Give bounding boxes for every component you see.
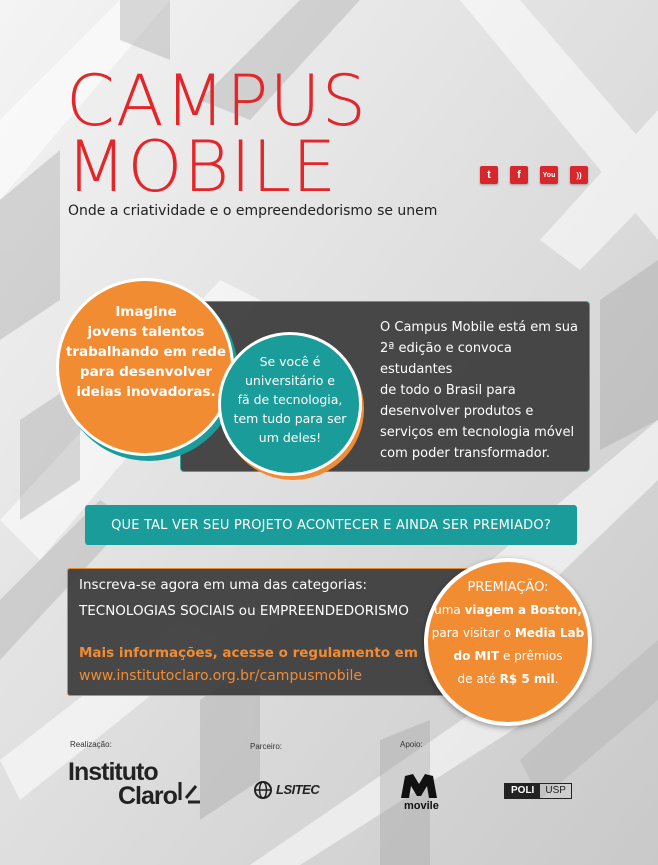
instituto-claro-logo bbox=[68, 760, 177, 808]
circle2-line: Se você é bbox=[259, 354, 321, 369]
usp-text: USP bbox=[545, 785, 566, 796]
circle1-line: para desenvolver bbox=[79, 364, 213, 380]
circle1-text bbox=[60, 302, 232, 402]
prize-highlight: R$ 5 mil bbox=[499, 672, 555, 686]
registration-intro: Inscreva-se agora em uma das categorias: bbox=[79, 577, 367, 593]
intro-line: 2ª edição e convoca estudantes bbox=[380, 341, 512, 377]
prize-text: para visitar o bbox=[431, 626, 515, 640]
tagline: Onde a criatividade e o empreendedorismo se unem bbox=[68, 203, 438, 219]
facebook-icon[interactable]: f bbox=[510, 166, 528, 184]
intro-text bbox=[380, 317, 585, 464]
prize-text: de até bbox=[457, 672, 500, 686]
registration-url[interactable]: www.institutoclaro.org.br/campusmobile bbox=[79, 668, 362, 684]
lsitec-logo: LSITEC bbox=[276, 782, 320, 797]
circle1-line: jovens talentos bbox=[87, 324, 205, 340]
circle1-line: Imagine bbox=[115, 304, 177, 320]
prize-title: PREMIAÇÃO: bbox=[467, 580, 549, 595]
prize-line-1 bbox=[424, 603, 592, 617]
claro-text: Claro bbox=[118, 782, 177, 810]
twitter-icon[interactable]: t bbox=[480, 166, 498, 184]
prize-highlight: do MIT bbox=[453, 649, 500, 663]
movile-m-icon bbox=[399, 770, 439, 800]
poli-usp-logo bbox=[504, 783, 572, 799]
prize-line-4 bbox=[424, 672, 592, 686]
label-apoio: Apoio: bbox=[400, 740, 423, 749]
movile-logo: movile bbox=[404, 800, 439, 812]
intro-line: O Campus Mobile está em sua bbox=[380, 320, 578, 335]
registration-categories: TECNOLOGIAS SOCIAIS ou EMPREENDEDORISMO bbox=[79, 603, 409, 619]
intro-line: serviços em tecnologia móvel bbox=[380, 425, 575, 440]
circle1-line: trabalhando em rede bbox=[65, 344, 227, 360]
label-realizacao: Realização: bbox=[70, 740, 112, 749]
youtube-icon[interactable]: You bbox=[540, 166, 558, 184]
intro-line: de todo o Brasil para bbox=[380, 383, 516, 398]
circle2-line: um deles! bbox=[258, 430, 322, 445]
label-parceiro: Parceiro: bbox=[250, 742, 283, 751]
instituto-text: Instituto bbox=[68, 758, 158, 786]
prize-highlight: viagem a Boston, bbox=[464, 603, 582, 617]
circle2-line: fã de tecnologia, bbox=[237, 392, 343, 407]
prize-text: . bbox=[554, 672, 559, 686]
poli-text: POLI bbox=[505, 784, 540, 798]
circle2-line: universitário e bbox=[244, 373, 335, 388]
prize-text: uma bbox=[434, 603, 465, 617]
logo-mobile: MOBILE bbox=[66, 126, 338, 208]
intro-line: com poder transformador. bbox=[380, 446, 551, 461]
lsitec-globe-icon bbox=[252, 780, 274, 800]
registration-more-info: Mais informações, acesse o regulamento em bbox=[79, 645, 418, 661]
prize-text: e prêmios bbox=[499, 649, 563, 663]
prize-line-2 bbox=[424, 626, 592, 640]
circle1-line: ideias inovadoras. bbox=[76, 384, 216, 400]
logo-campus: CAMPUS bbox=[66, 60, 368, 142]
prize-highlight: Media Lab bbox=[514, 626, 585, 640]
claro-burst-icon bbox=[176, 776, 202, 806]
circle2-line: tem tudo para ser bbox=[233, 411, 347, 426]
intro-line: desenvolver produtos e bbox=[380, 404, 534, 419]
circle2-text bbox=[220, 352, 360, 447]
rss-icon[interactable]: )) bbox=[570, 166, 588, 184]
cta-banner: QUE TAL VER SEU PROJETO ACONTECER E AINDA SER PREMIADO? bbox=[85, 505, 577, 545]
prize-line-3 bbox=[424, 649, 592, 663]
